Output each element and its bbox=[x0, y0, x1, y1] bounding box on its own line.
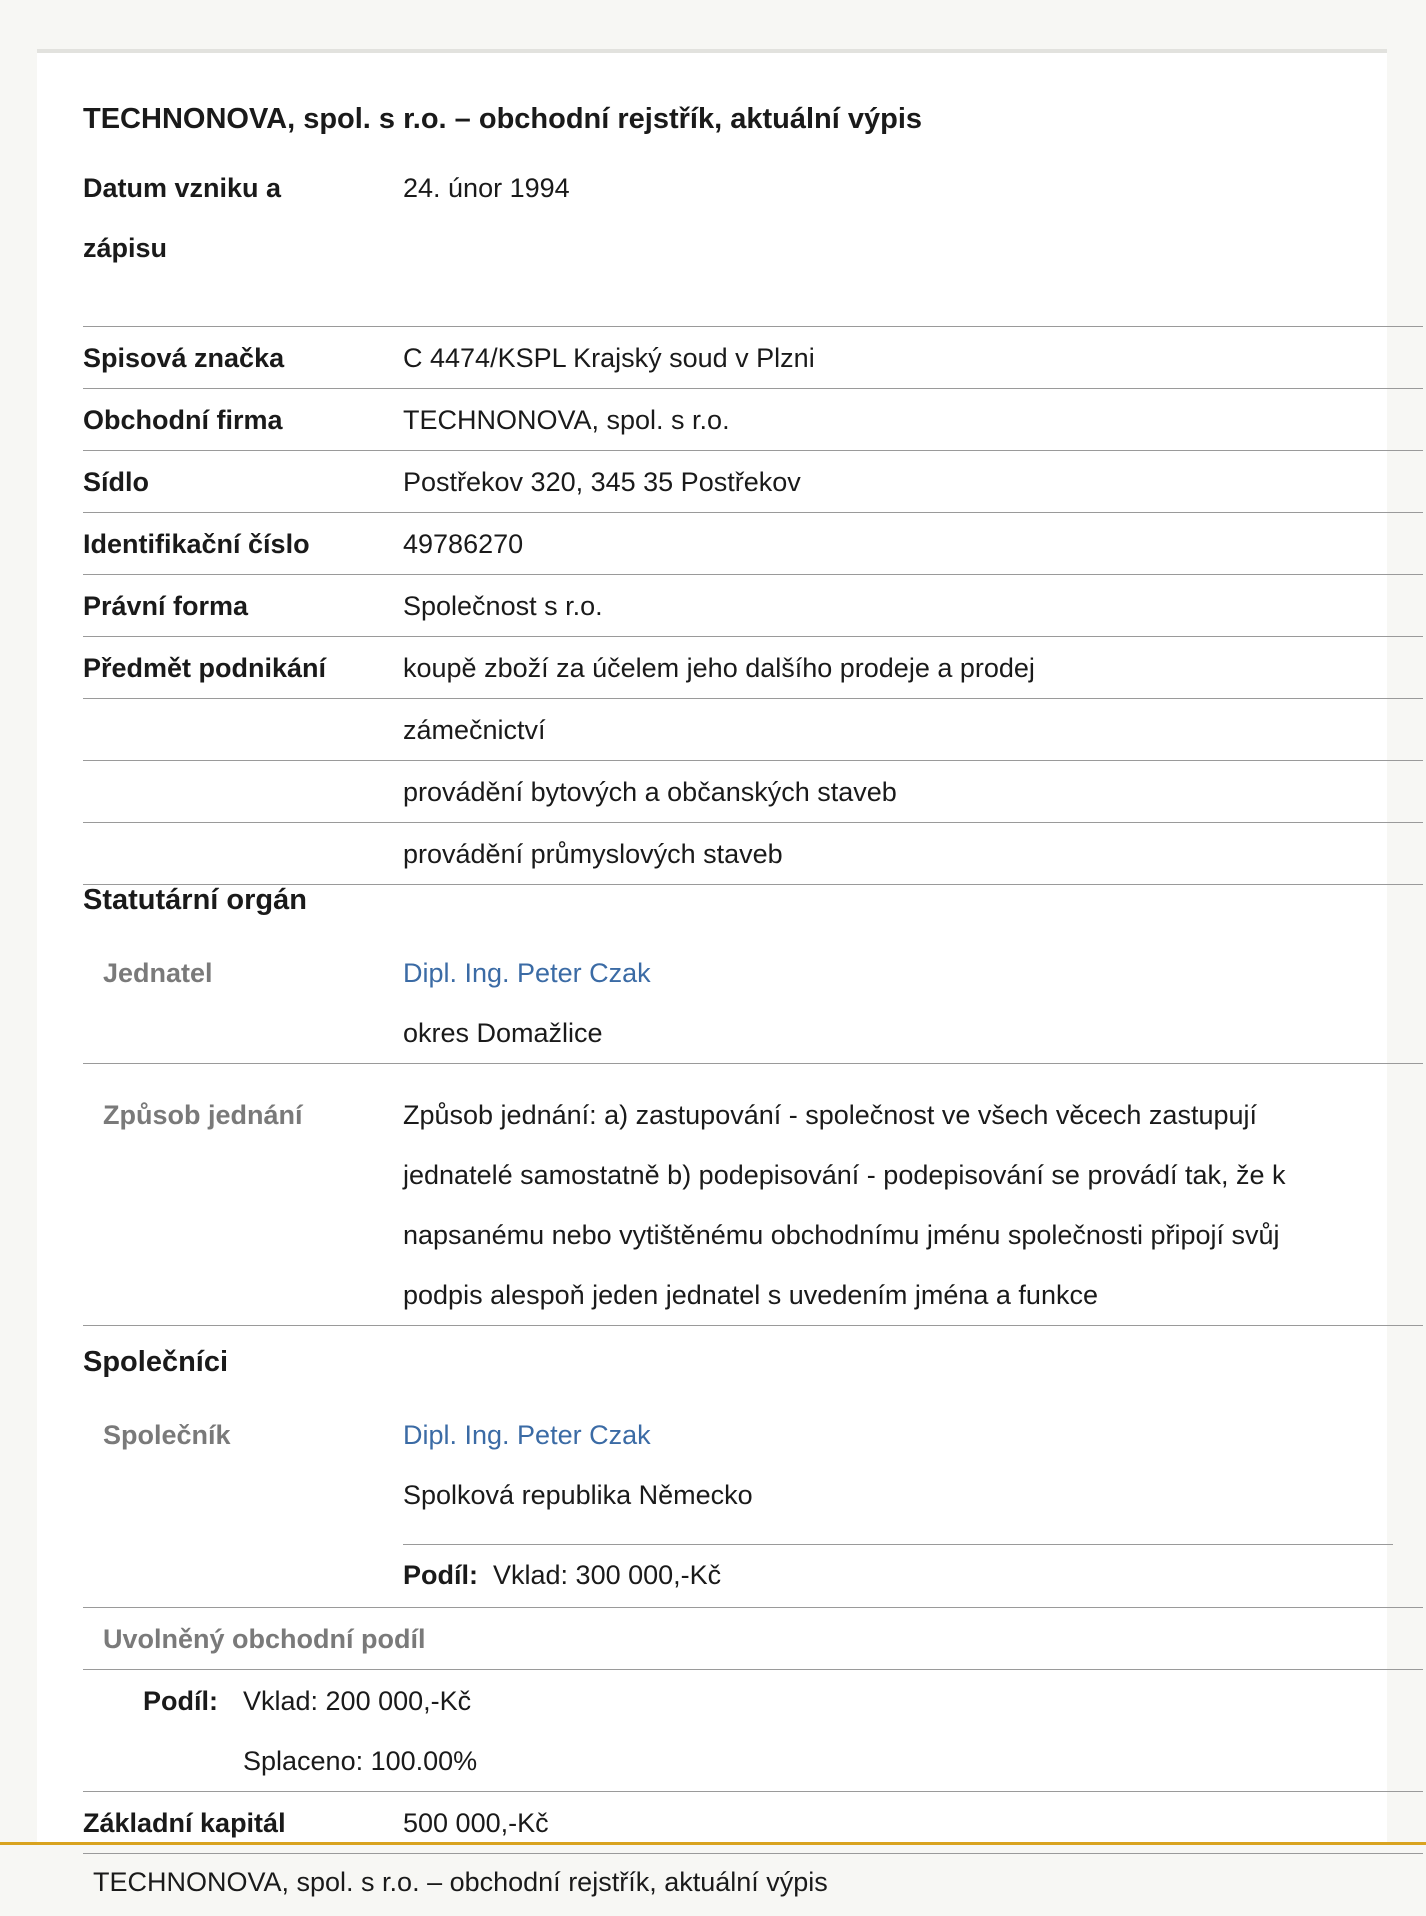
footer-title: TECHNONOVA, spol. s r.o. – obchodní rejstřík, aktuální výpis bbox=[93, 1867, 828, 1897]
jednatel-name-link[interactable]: Dipl. Ing. Peter Czak bbox=[403, 958, 651, 988]
field-row-pravni-forma bbox=[83, 576, 1423, 637]
zpusob-jednani-label: Způsob jednání bbox=[103, 1100, 303, 1130]
field-value: Postřekov 320, 345 35 Postřekov bbox=[403, 467, 801, 497]
uvolneny-splaceno: Splaceno: 100.00% bbox=[243, 1746, 478, 1776]
zpusob-line: Způsob jednání: a) zastupování - společnost ve všech věcech zastupují bbox=[403, 1100, 1257, 1130]
registry-card bbox=[37, 49, 1387, 1845]
zpusob-line: napsanému nebo vytištěnému obchodnímu jménu společnosti připojí svůj bbox=[403, 1220, 1280, 1250]
zpusob-line: podpis alespoň jeden jednatel s uvedením jména a funkce bbox=[403, 1280, 1098, 1310]
predmet-row bbox=[83, 700, 1423, 761]
uvolneny-row bbox=[83, 1609, 1423, 1670]
podil-value: Vklad: 300 000,-Kč bbox=[493, 1560, 722, 1590]
spolecnik-podil bbox=[403, 1545, 721, 1605]
field-label: Právní forma bbox=[83, 591, 249, 621]
field-value: 49786270 bbox=[403, 529, 524, 559]
jednatel-label: Jednatel bbox=[103, 958, 213, 988]
predmet-item: koupě zboží za účelem jeho dalšího prodeje a prodej bbox=[403, 653, 1035, 683]
uvolneny-podil-label: Podíl: bbox=[143, 1686, 218, 1716]
predmet-item: provádění bytových a občanských staveb bbox=[403, 777, 897, 807]
field-row-obchodni-firma bbox=[83, 390, 1423, 451]
jednatel-place: okres Domažlice bbox=[403, 1018, 603, 1048]
field-value: 24. únor 1994 bbox=[403, 173, 570, 203]
field-row-sidlo bbox=[83, 452, 1423, 513]
spolecnik-place: Spolková republika Německo bbox=[403, 1480, 753, 1510]
spolecnik-row bbox=[83, 1405, 1423, 1608]
podil-label: Podíl: bbox=[403, 1560, 478, 1590]
field-value: TECHNONOVA, spol. s r.o. bbox=[403, 405, 730, 435]
predmet-row bbox=[83, 762, 1423, 823]
field-label: Obchodní firma bbox=[83, 405, 283, 435]
zpusob-line: jednatelé samostatně b) podepisování - podepisování se provádí tak, že k bbox=[403, 1160, 1286, 1190]
field-label: Sídlo bbox=[83, 467, 149, 497]
field-label: Datum vzniku a zápisu bbox=[83, 173, 282, 263]
section-heading-statutarni: Statutární orgán bbox=[83, 884, 307, 916]
predmet-item: zámečnictví bbox=[403, 715, 546, 745]
predmet-item: provádění průmyslových staveb bbox=[403, 839, 783, 869]
field-value: C 4474/KSPL Krajský soud v Plzni bbox=[403, 343, 815, 373]
predmet-label: Předmět podnikání bbox=[83, 653, 327, 683]
field-value: Společnost s r.o. bbox=[403, 591, 603, 621]
section-heading-spolecnici: Společníci bbox=[83, 1346, 229, 1378]
uvolneny-label: Uvolněný obchodní podíl bbox=[103, 1624, 426, 1654]
field-row-spisova-znacka bbox=[83, 328, 1423, 389]
page-title: TECHNONOVA, spol. s r.o. – obchodní rejstřík, aktuální výpis bbox=[83, 103, 923, 135]
field-row-ico bbox=[83, 514, 1423, 575]
uvolneny-vklad: Vklad: 200 000,-Kč bbox=[243, 1686, 472, 1716]
field-label: Spisová značka bbox=[83, 343, 285, 373]
uvolneny-podil-row bbox=[83, 1671, 1423, 1792]
spolecnik-label: Společník bbox=[103, 1420, 231, 1450]
footer-divider bbox=[0, 1842, 1426, 1845]
predmet-row bbox=[83, 638, 1423, 699]
spolecnik-name-link[interactable]: Dipl. Ing. Peter Czak bbox=[403, 1420, 651, 1450]
kapital-value: 500 000,-Kč bbox=[403, 1808, 549, 1838]
zpusob-jednani-row bbox=[83, 1085, 1423, 1326]
kapital-label: Základní kapitál bbox=[83, 1808, 286, 1838]
predmet-row bbox=[83, 824, 1423, 885]
field-row-datum bbox=[83, 158, 1423, 327]
jednatel-row bbox=[83, 943, 1423, 1064]
field-label: Identifikační číslo bbox=[83, 529, 310, 559]
